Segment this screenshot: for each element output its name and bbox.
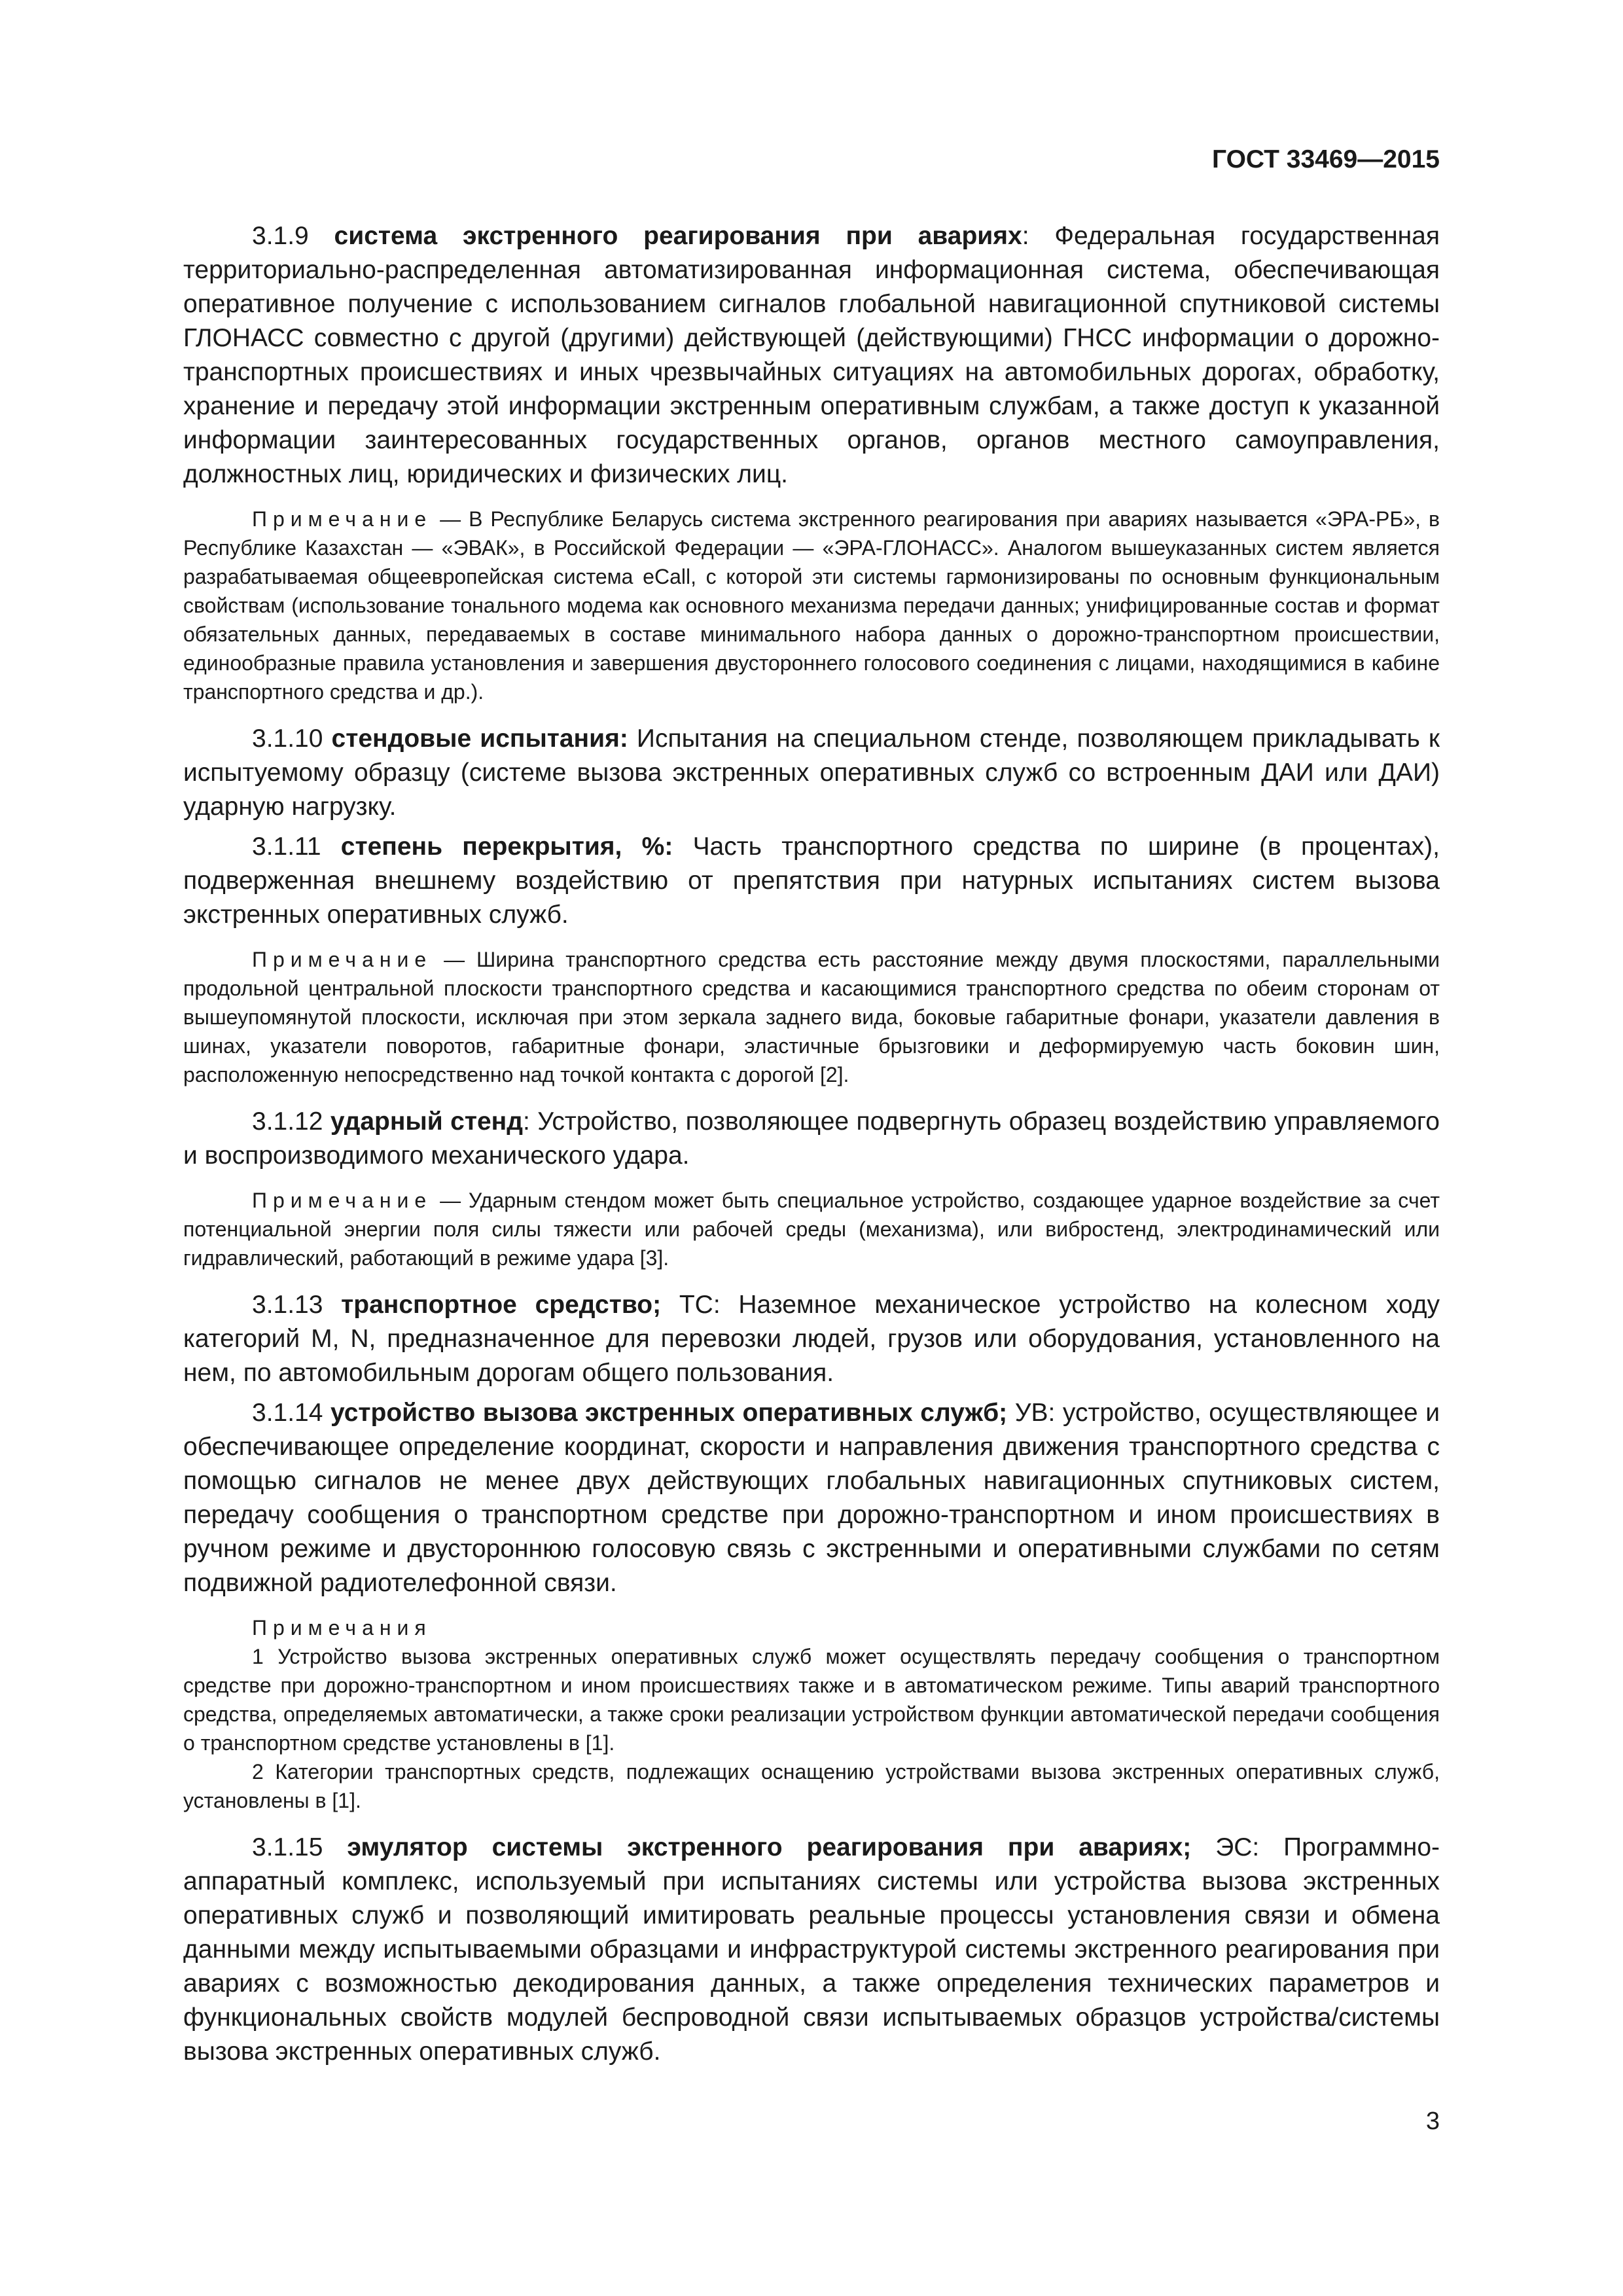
definition: ЭС: Программно-аппаратный комплекс, используемый при испытаниях системы или устройства вызова экстренных оперативных служб и позволяющий имитировать реальные процессы установления связи и обмена данными между испытываемыми образцами и инфраструктурой системы экстренного реагирования при авариях с возможностью декодирования данных, а также определения технических параметров и функциональных свойств модулей беспроводной связи испытываемых образцов устройства/системы вызова экстренных оперативных служб. xyxy=(183,1833,1440,2066)
section-number: 3.1.15 xyxy=(252,1833,348,1861)
section-3-1-15 xyxy=(183,1831,1440,2069)
definition: Часть транспортного средства по ширине (в процентах), подверженная внешнему воздействию от препятствия при натурных испытаниях систем вызова экстренных оперативных служб. xyxy=(183,833,1440,929)
definition: : Федеральная государственная территориально-распределенная автоматизированная информационная система, обеспечивающая оперативное получение с использованием сигналов глобальной навигационной спутниковой системы ГЛОНАСС совместно с другой (другими) действующей (действующими) ГНСС информации о дорожно-транспортных происшествиях и иных чрезвычайных ситуациях на автомобильных дорогах, обработку, хранение и передачу этой информации экстренным оперативным службам, а также доступ к указанной информации заинтересованных государственных органов, органов местного самоуправления, должностных лиц, юридических и физических лиц. xyxy=(183,222,1440,488)
note-3-1-12 xyxy=(183,1186,1440,1272)
section-number: 3.1.12 xyxy=(252,1107,330,1136)
note-text: — Ширина транспортного средства есть расстояние между двумя плоскостями, параллельными продольной центральной плоскости транспортного средства и касающимися транспортного средства по обеим сторонам от вышеупомянутой плоскости, исключая при этом зеркала заднего вида, боковые габаритные фонари, указатели давления в шинах, указатели поворотов, габаритные фонари, эластичные брызговики и деформируемую часть боковин шин, расположенную непосредственно над точкой контакта с дорогой [2]. xyxy=(183,948,1440,1086)
section-3-1-10 xyxy=(183,722,1440,824)
section-3-1-12 xyxy=(183,1105,1440,1173)
note-3-1-9 xyxy=(183,505,1440,706)
definition: ТС: Наземное механическое устройство на колесном ходу категорий M, N, предназначенное для перевозки людей, грузов или оборудования, установленного на нем, по автомобильным дорогам общего пользования. xyxy=(183,1291,1440,1387)
definition: Испытания на специальном стенде, позволяющем прикладывать к испытуемому образцу (системе вызова экстренных оперативных служб со встроенным ДАИ или ДАИ) ударную нагрузку. xyxy=(183,725,1440,821)
notes-3-1-14 xyxy=(183,1613,1440,1815)
section-3-1-13 xyxy=(183,1288,1440,1390)
term: ударный стенд xyxy=(330,1107,523,1136)
term: транспортное средство; xyxy=(341,1291,662,1319)
note-label: Примечание xyxy=(252,948,433,971)
definition: : Устройство, позволяющее подвергнуть образец воздействию управляемого и воспроизводимого механического удара. xyxy=(183,1107,1440,1170)
term: система экстренного реагирования при авариях xyxy=(334,222,1022,250)
note-text: — В Республике Беларусь система экстренного реагирования при авариях называется «ЭРА-РБ», в Республике Казахстан — «ЭВАК», в Российской Федерации — «ЭРА-ГЛОНАСС». Аналогом вышеуказанных систем является разрабатываемая общеевропейская система eCall, с которой эти системы гармонизированы по основным функциональным свойствам (использование тонального модема как основного механизма передачи данных; унифицированные состав и формат обязательных данных, передаваемых в составе минимального набора данных о дорожно-транспортном происшествии, единообразные правила установления и завершения двустороннего голосового соединения с лицами, находящимися в кабине транспортного средства и др.). xyxy=(183,507,1440,704)
notes-label: Примечания xyxy=(252,1616,432,1640)
doc-code-header: ГОСТ 33469—2015 xyxy=(1212,145,1440,173)
note-item-1: 1 Устройство вызова экстренных оперативных служб может осуществлять передачу сообщения о транспортном средстве при дорожно-транспортном и ином происшествиях также и в автоматическом режиме. Типы аварий транспортного средства, определяемых автоматически, а также сроки реализации устройством функции автоматической передачи сообщения о транспортном средстве установлены в [1]. xyxy=(183,1645,1440,1755)
term: эмулятор системы экстренного реагирования при авариях; xyxy=(347,1833,1192,1861)
section-number: 3.1.9 xyxy=(252,222,334,250)
definition: УВ: устройство, осуществляющее и обеспечивающее определение координат, скорости и направления движения транспортного средства с помощью сигналов не менее двух действующих глобальных навигационных спутниковых систем, передачу сообщения о транспортном средстве при дорожно-транспортном и ином происшествиях в ручном режиме и двустороннюю голосовую связь с экстренными и оперативными службами по сетям подвижной радиотелефонной связи. xyxy=(183,1399,1440,1597)
note-item-2: 2 Категории транспортных средств, подлежащих оснащению устройствами вызова экстренных оперативных служб, установлены в [1]. xyxy=(183,1760,1440,1812)
section-number: 3.1.14 xyxy=(252,1399,331,1427)
note-text: — Ударным стендом может быть специальное устройство, создающее ударное воздействие за счет потенциальной энергии поля силы тяжести или рабочей среды (механизма), или вибростенд, электродинамический или гидравлический, работающий в режиме удара [3]. xyxy=(183,1189,1440,1270)
section-3-1-9 xyxy=(183,219,1440,492)
section-number: 3.1.11 xyxy=(252,833,341,861)
term: степень перекрытия, %: xyxy=(340,833,673,861)
section-3-1-11 xyxy=(183,830,1440,932)
note-label: Примечание xyxy=(252,507,433,531)
term: устройство вызова экстренных оперативных служб; xyxy=(330,1399,1008,1427)
section-number: 3.1.10 xyxy=(252,725,332,753)
page-number: 3 xyxy=(1425,2108,1440,2135)
note-label: Примечание xyxy=(252,1189,433,1212)
section-number: 3.1.13 xyxy=(252,1291,342,1319)
term: стендовые испытания: xyxy=(331,725,628,753)
note-3-1-11 xyxy=(183,945,1440,1089)
document-body xyxy=(183,219,1440,2075)
section-3-1-14 xyxy=(183,1396,1440,1600)
